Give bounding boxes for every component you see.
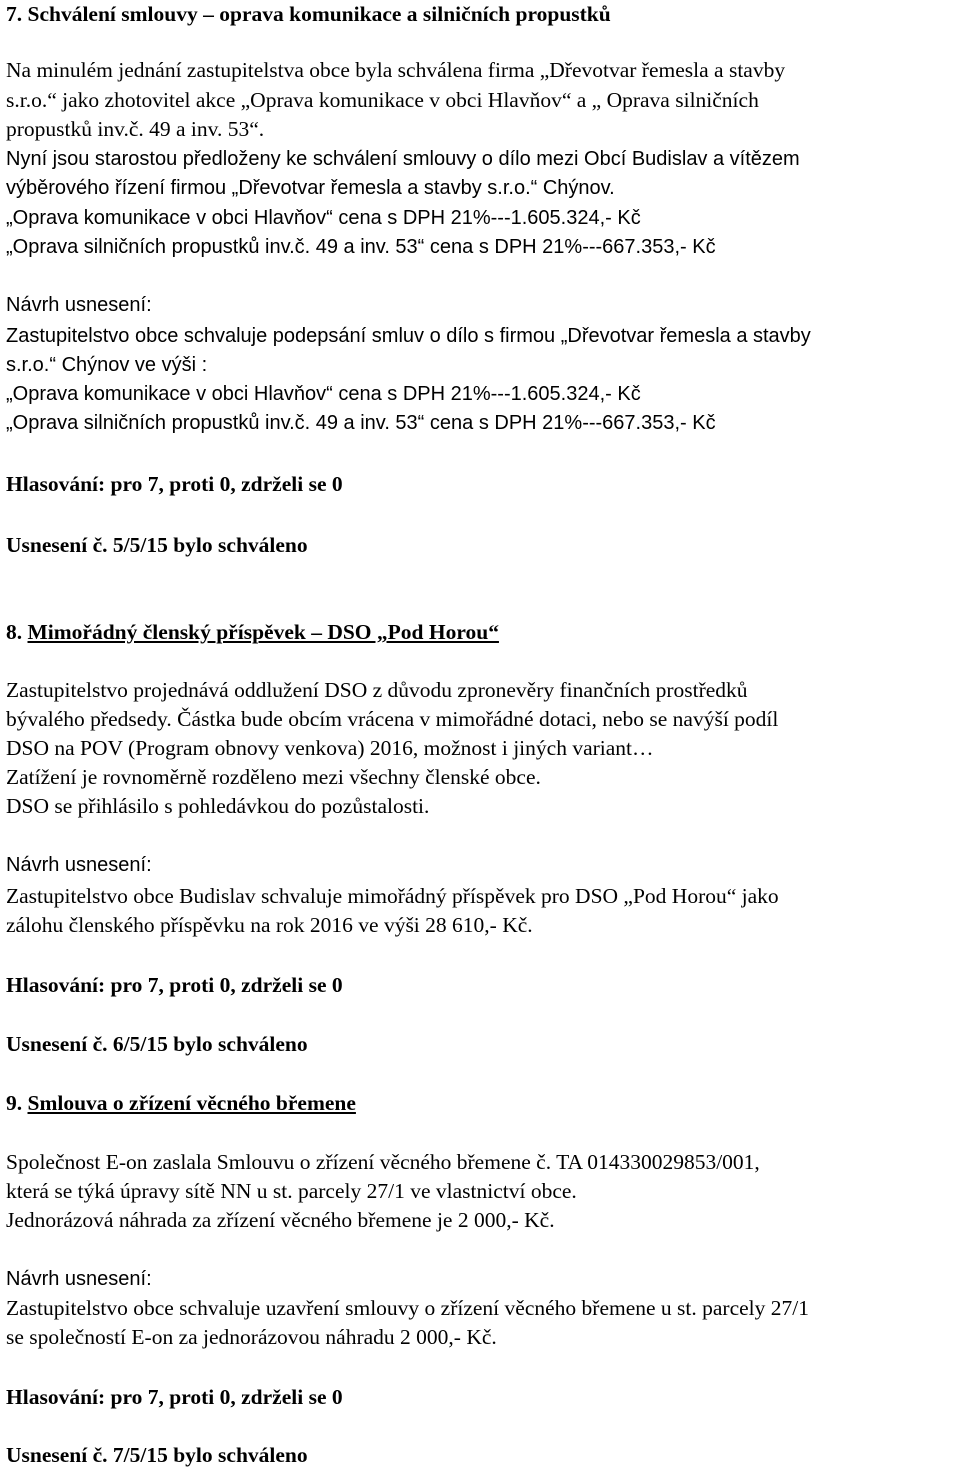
section-7-detail-line: Nyní jsou starostou předloženy ke schválení smlouvy o dílo mezi Obcí Budislav a vítězem	[6, 148, 800, 170]
section-8-heading	[6, 618, 499, 646]
section-7-proposal-line: Zastupitelstvo obce schvaluje podepsání smluv o dílo s firmou „Dřevotvar řemesla a stavby	[6, 325, 811, 347]
section-8-body-line: Zastupitelstvo projednává oddlužení DSO z důvodu zpronevěry finančních prostředků	[6, 678, 748, 702]
section-7-vote: Hlasování: pro 7, proti 0, zdrželi se 0	[6, 472, 343, 496]
section-8-proposal-label: Návrh usnesení:	[6, 854, 152, 876]
section-7-proposal-line: „Oprava komunikace v obci Hlavňov“ cena s DPH 21%---1.605.324,- Kč	[6, 383, 641, 405]
section-7-heading: 7. Schválení smlouvy – oprava komunikace a silničních propustků	[6, 2, 611, 26]
section-7-proposal-label: Návrh usnesení:	[6, 294, 152, 316]
section-7-intro-line: Na minulém jednání zastupitelstva obce byla schválena firma „Dřevotvar řemesla a stavby	[6, 58, 786, 82]
section-9-proposal-line: Zastupitelstvo obce schvaluje uzavření smlouvy o zřízení věcného břemene u st. parcely 27/1	[6, 1296, 809, 1320]
section-8-body-line: bývalého předsedy. Částka bude obcím vrácena v mimořádné dotaci, nebo se navýší podíl	[6, 707, 779, 731]
section-7-detail-line: „Oprava silničních propustků inv.č. 49 a inv. 53“ cena s DPH 21%---667.353,- Kč	[6, 236, 716, 258]
section-8-heading-title: Mimořádný členský příspěvek – DSO „Pod Horou“	[27, 620, 499, 644]
section-9-heading	[6, 1089, 356, 1117]
section-9-heading-title: Smlouva o zřízení věcného břemene	[27, 1091, 356, 1115]
section-8-vote: Hlasování: pro 7, proti 0, zdrželi se 0	[6, 973, 343, 997]
section-7-detail-line: výběrového řízení firmou „Dřevotvar řemesla a stavby s.r.o.“ Chýnov.	[6, 177, 615, 199]
section-7-proposal-line: s.r.o.“ Chýnov ve výši :	[6, 354, 208, 376]
section-8-proposal-line: zálohu členského příspěvku na rok 2016 ve výši 28 610,- Kč.	[6, 913, 533, 937]
section-9-proposal-label: Návrh usnesení:	[6, 1268, 152, 1290]
section-7-resolution: Usnesení č. 5/5/15 bylo schváleno	[6, 533, 308, 557]
section-7-proposal-line: „Oprava silničních propustků inv.č. 49 a inv. 53“ cena s DPH 21%---667.353,- Kč	[6, 412, 716, 434]
section-9-body-line: která se týká úpravy sítě NN u st. parcely 27/1 ve vlastnictví obce.	[6, 1179, 577, 1203]
section-7-intro-line: propustků inv.č. 49 a inv. 53“.	[6, 117, 265, 141]
section-8-heading-number: 8.	[6, 620, 23, 644]
section-9-body-line: Jednorázová náhrada za zřízení věcného břemene je 2 000,- Kč.	[6, 1208, 555, 1232]
section-8-proposal-line: Zastupitelstvo obce Budislav schvaluje mimořádný příspěvek pro DSO „Pod Horou“ jako	[6, 884, 779, 908]
section-8-body-line: DSO se přihlásilo s pohledávkou do pozůstalosti.	[6, 794, 430, 818]
section-9-heading-number: 9.	[6, 1091, 23, 1115]
section-9-vote: Hlasování: pro 7, proti 0, zdrželi se 0	[6, 1385, 343, 1409]
section-8-body-line: DSO na POV (Program obnovy venkova) 2016, možnost i jiných variant…	[6, 736, 654, 760]
section-8-resolution: Usnesení č. 6/5/15 bylo schváleno	[6, 1032, 308, 1056]
section-9-proposal-line: se společností E-on za jednorázovou náhradu 2 000,- Kč.	[6, 1325, 497, 1349]
section-9-resolution: Usnesení č. 7/5/15 bylo schváleno	[6, 1443, 308, 1467]
section-8-body-line: Zatížení je rovnoměrně rozděleno mezi všechny členské obce.	[6, 765, 541, 789]
section-9-body-line: Společnost E-on zaslala Smlouvu o zřízení věcného břemene č. TA 014330029853/001,	[6, 1150, 760, 1174]
section-7-intro-line: s.r.o.“ jako zhotovitel akce „Oprava komunikace v obci Hlavňov“ a „ Oprava silničních	[6, 88, 759, 112]
section-7-detail-line: „Oprava komunikace v obci Hlavňov“ cena s DPH 21%---1.605.324,- Kč	[6, 207, 641, 229]
